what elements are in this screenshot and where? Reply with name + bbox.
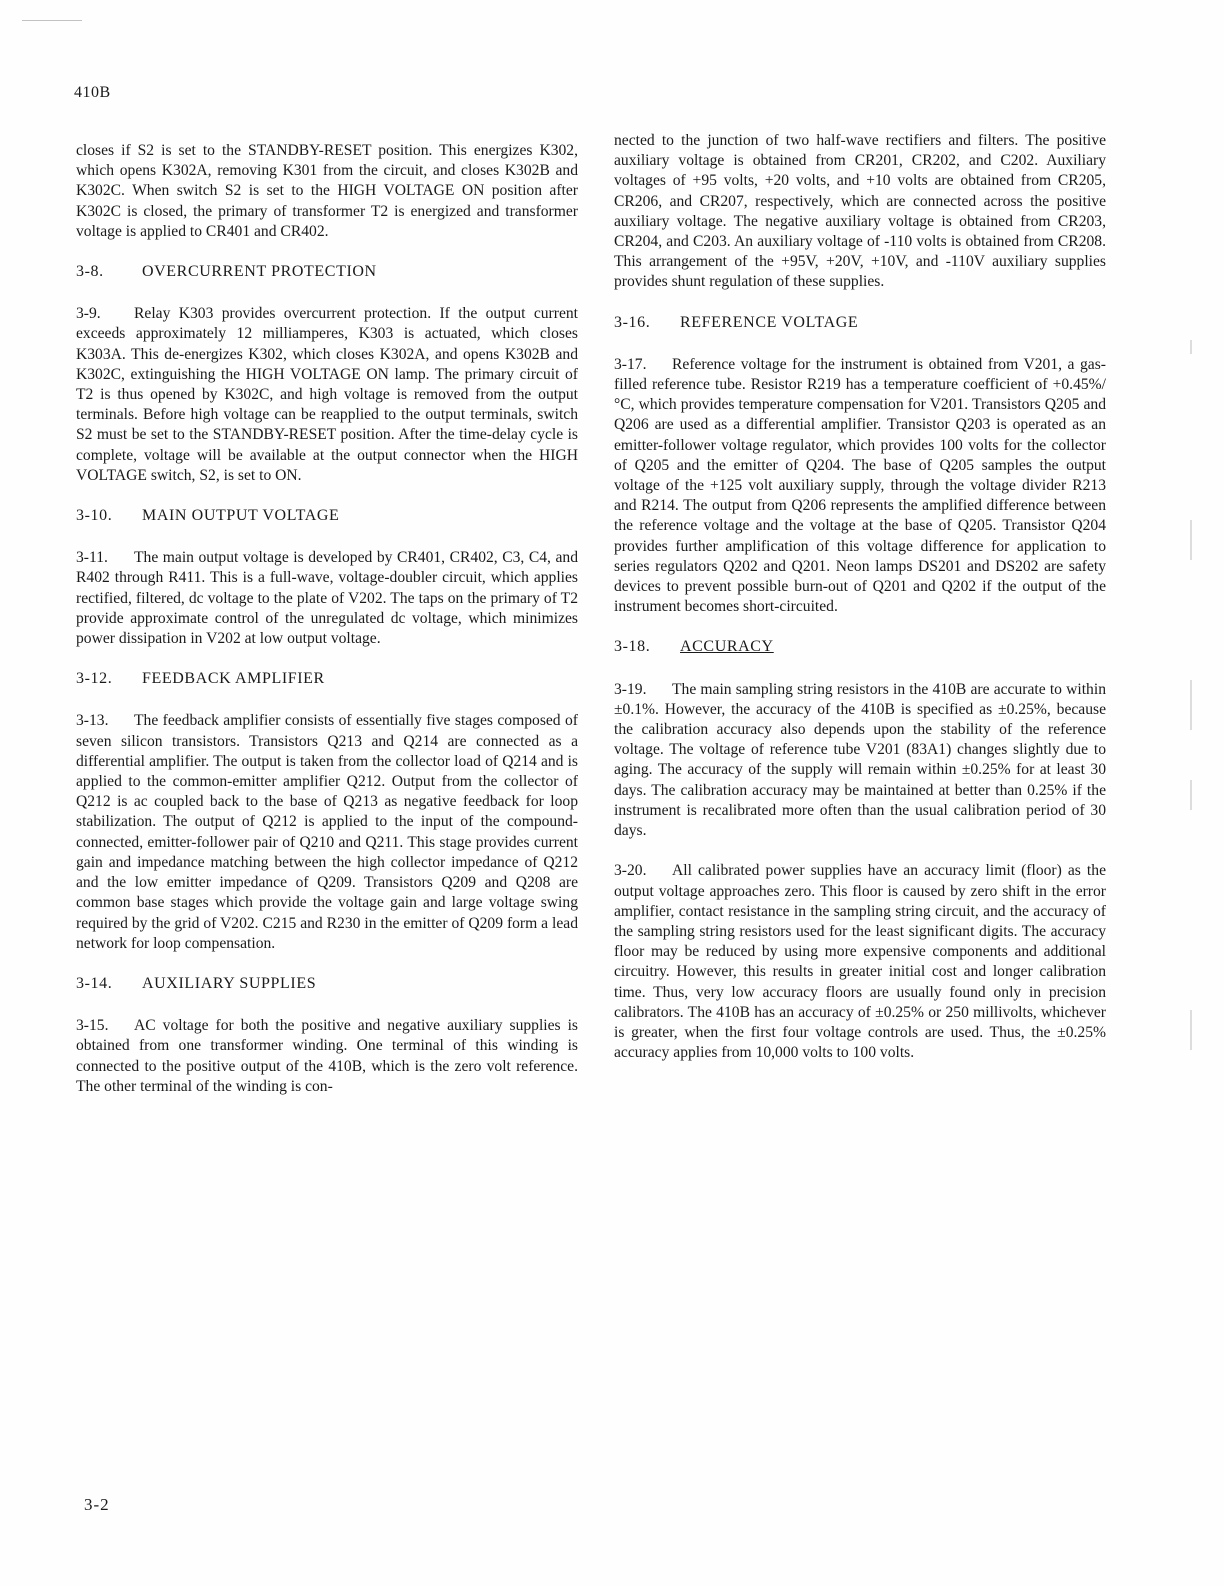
section-title: MAIN OUTPUT VOLTAGE: [142, 507, 340, 525]
paragraph-text: The feedback amplifier consists of essentially five stages composed of seven silicon transistors. Transistors Q213 and Q214 are connected as a differential amplifier. The output is taken from the collector load of Q214 and is applied to the common-emitter amplifier Q212. Output from the collector of Q212 is ac coupled back to the base of Q213 as negative feedback for loop stabilization. The output of Q212 is applied to the input of the compound-connected, emitter-follower pair of Q210 and Q211. This stage provides current gain and impedance matching between the high collector impedance of Q212 and the low emitter impedance of Q209. Transistors Q209 and Q208 are common base stages which provide the voltage gain and large voltage swing required by the grid of V202. C215 and R230 in the emitter of Q209 form a lead network for loop compensation.: [76, 712, 578, 952]
section-heading: [76, 669, 578, 689]
paragraph-text: Reference voltage for the instrument is obtained from V201, a gas-filled reference tube. Resistor R219 has a temperature coefficient of +0.45%/°C, which provides temperature compensation for V201. Transistors Q205 and Q206 are used as a differential amplifier. Transistor Q203 is operated as an emitter-follower voltage regulator, which provides 100 volts for the collector of Q205 and the emitter of Q204. The base of Q205 samples the output voltage of the +125 volt auxiliary supply, through the voltage divider R213 and R214. The output from Q206 represents the amplified difference between the reference voltage and the voltage at the base of Q205. Transistor Q204 provides further amplification of this voltage difference for application to series regulators Q202 and Q201. Neon lamps DS201 and DS202 are safety devices to prevent possible burn-out of Q201 and Q202 if the output of the instrument becomes short-circuited.: [614, 355, 1106, 616]
paragraph-number: 3-15.: [76, 1017, 109, 1035]
section-title: FEEDBACK AMPLIFIER: [142, 670, 325, 688]
body-paragraph: [76, 304, 578, 486]
body-paragraph: [76, 548, 578, 649]
section-number: 3-18.: [614, 638, 651, 656]
paragraph-text: All calibrated power supplies have an accuracy limit (floor) as the output voltage approaches zero. This floor is caused by zero shift in the error amplifier, contact resistance in the sampling string circuit, and the accuracy of the sampling string resistors used for the least significant digits. The accuracy floor may be reduced by using more expensive components and additional circuitry. However, this results in greater initial cost and longer calibration time. Thus, very low accuracy floors are usually found only in precision calibrators. The 410B has an accuracy of ±0.25% or 250 millivolts, whichever is greater, when the first four voltage controls are used. Thus, the ±0.25% accuracy applies from 10,000 volts to 100 volts.: [614, 862, 1106, 1062]
paragraph-text: The main output voltage is developed by CR401, CR402, C3, C4, and R402 through R411. This is a full-wave, voltage-doubler circuit, which applies rectified, filtered, dc voltage to the plate of V202. The taps on the primary of T2 provide approximate control of the unregulated dc voltage, which minimizes power dissipation in V202 at low output voltage.: [76, 549, 578, 648]
body-paragraph: [614, 131, 1106, 293]
body-paragraph: [76, 711, 578, 953]
paragraph-text: Relay K303 provides overcurrent protection. If the output current exceeds approximately 12 milliamperes, K303 is actuated, which closes K303A. This de-energizes K302, which closes K302A, and opens K302B and K302C, extinguishing the HIGH VOLTAGE ON lamp. The primary circuit of T2 is thus opened by K302C, and high voltage is removed from the output terminals. Before high voltage can be reapplied to the output terminals, switch S2 must be set to the STANDBY-RESET position. After the time-delay cycle is complete, voltage will be available at the output connector when the HIGH VOLTAGE switch, S2, is set to ON.: [76, 305, 578, 484]
section-heading: [614, 637, 1106, 657]
section-heading: [76, 974, 578, 994]
section-number: 3-16.: [614, 313, 651, 331]
right-text-column: [614, 131, 1106, 1083]
page-number: 3-2: [84, 1495, 110, 1514]
body-paragraph: [76, 1016, 578, 1097]
body-paragraph: [614, 355, 1106, 618]
paragraph-text: nected to the junction of two half-wave rectifiers and filters. The positive auxiliary voltage is obtained from CR201, CR202, and C202. Auxiliary voltages of +95 volts, +20 volts, and +10 volts are obtained from CR205, CR206, and CR207, respectively, which are connected across the positive auxiliary voltage. The negative auxiliary voltage is obtained from CR203, CR204, and C203. An auxiliary voltage of -110 volts is obtained from CR208. This arrangement of the +95V, +20V, +10V, and -110V auxiliary supplies provides shunt regulation of these supplies.: [614, 132, 1106, 291]
paragraph-number: 3-20.: [614, 862, 647, 880]
section-heading: [76, 506, 578, 526]
section-title: REFERENCE VOLTAGE: [680, 313, 859, 331]
paragraph-number: 3-11.: [76, 549, 108, 567]
paragraph-number: 3-17.: [614, 355, 647, 373]
scan-edge-artifacts: [1190, 20, 1196, 1560]
left-text-column: [76, 141, 578, 1117]
section-heading: [614, 313, 1106, 333]
body-paragraph: [76, 141, 578, 242]
section-number: 3-14.: [76, 974, 113, 992]
paragraph-text: closes if S2 is set to the STANDBY-RESET position. This energizes K302, which opens K302A, removing K301 from the circuit, and closes K302B and K302C. When switch S2 is set to the HIGH VOLTAGE ON position after K302C is closed, the primary of transformer T2 is energized and transformer voltage is applied to CR401 and CR402.: [76, 142, 578, 240]
section-heading: [76, 262, 578, 282]
paragraph-number: 3-9.: [76, 305, 101, 323]
paragraph-number: 3-13.: [76, 712, 109, 730]
body-paragraph: [614, 680, 1106, 842]
body-paragraph: [614, 861, 1106, 1063]
paragraph-text: AC voltage for both the positive and negative auxiliary supplies is obtained from one transformer winding. One terminal of this winding is connected to the positive output of the 410B, which is the zero volt reference. The other terminal of the winding is con-: [76, 1017, 578, 1095]
paragraph-text: The main sampling string resistors in the 410B are accurate to within ±0.1%. However, the accuracy of the 410B is specified as ±0.25%, because the calibration accuracy also depends upon the stability of the reference voltage. The voltage of reference tube V201 (83A1) changes slightly due to aging. The accuracy of the supply will remain within ±0.25% for at least 30 days. The calibration accuracy may be maintained at better than 0.25% if the instrument is recalibrated more often than the usual calibration period of 30 days.: [614, 680, 1106, 840]
section-number: 3-8.: [76, 263, 104, 281]
paragraph-number: 3-19.: [614, 680, 647, 698]
section-number: 3-12.: [76, 670, 113, 688]
section-title: OVERCURRENT PROTECTION: [142, 263, 377, 281]
section-title: AUXILIARY SUPPLIES: [142, 974, 317, 992]
scan-artifact: [22, 20, 82, 21]
model-number-header: 410B: [74, 84, 111, 101]
section-title: ACCURACY: [680, 638, 774, 656]
section-number: 3-10.: [76, 507, 113, 525]
